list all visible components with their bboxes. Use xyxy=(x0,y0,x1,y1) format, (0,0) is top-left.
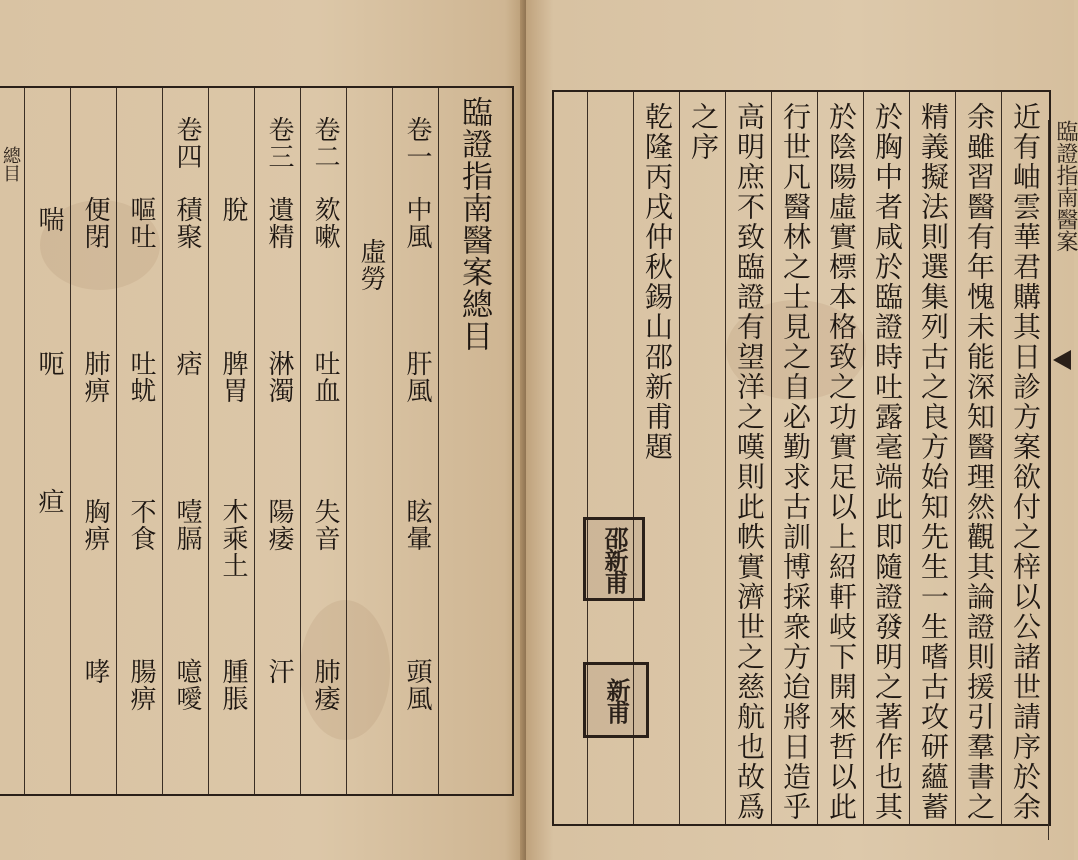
toc-entry: 肺痹 xyxy=(80,350,110,404)
volume-label: 卷四 xyxy=(172,116,202,170)
toc-entry: 中風 xyxy=(402,196,432,250)
toc-entry: 便閉 xyxy=(80,196,110,250)
toc-column-6 xyxy=(116,88,163,794)
preface-column xyxy=(909,92,956,824)
toc-entry: 肝風 xyxy=(402,350,432,404)
toc-entry: 頭風 xyxy=(402,658,432,712)
preface-line: 於陰陽虛實標本格致之功實足以上紹軒岐下開來哲以此 xyxy=(825,102,858,822)
left-fold-marker: 總目 xyxy=(0,146,21,182)
toc-entry: 胸痹 xyxy=(80,498,110,552)
preface-column xyxy=(955,92,1002,824)
seal-column xyxy=(587,92,634,824)
seal-text: 新甫 xyxy=(602,678,631,722)
toc-entry: 脫 xyxy=(218,196,248,223)
toc-entry: 淋濁 xyxy=(264,350,294,404)
toc-title: 臨證指南醫案總目 xyxy=(456,96,492,352)
preface-line: 精義擬法則選集列古之良方始知先生一生嗜古攻研蘊蓄 xyxy=(917,102,950,822)
partial-column xyxy=(0,88,24,794)
toc-entry: 嘔吐 xyxy=(126,196,156,250)
volume-label: 卷一 xyxy=(402,116,432,170)
toc-entry: 喘 xyxy=(34,206,64,233)
toc-column-8 xyxy=(24,88,71,794)
volume-label: 卷三 xyxy=(264,116,294,170)
seal-text: 邵新甫 xyxy=(600,526,629,592)
toc-entry: 虛勞 xyxy=(356,238,386,292)
toc-entry: 欬嗽 xyxy=(310,196,340,250)
preface-column xyxy=(771,92,818,824)
toc-column-1 xyxy=(392,88,439,794)
toc-column-1b xyxy=(346,88,393,794)
preface-line: 余雖習醫有年愧未能深知醫理然觀其論證則援引羣書之 xyxy=(963,102,996,822)
toc-entry: 噫噯 xyxy=(172,658,202,712)
toc-entry: 腸痹 xyxy=(126,658,156,712)
fishtail-mark xyxy=(1053,350,1071,370)
toc-entry: 痞 xyxy=(172,350,202,377)
toc-column-4 xyxy=(208,88,255,794)
toc-entry: 木乘土 xyxy=(218,498,248,579)
toc-entry: 積聚 xyxy=(172,196,202,250)
banxin-title: 臨證指南醫案 xyxy=(1053,120,1078,252)
preface-line: 於胸中者咸於臨證時吐露毫端此即隨證發明之著作也其 xyxy=(871,102,904,822)
preface-line: 近有岫雲華君購其日診方案欲付之梓以公諸世請序於余 xyxy=(1009,102,1042,822)
toc-column-5 xyxy=(162,88,209,794)
toc-entry: 吐蚘 xyxy=(126,350,156,404)
toc-column-7 xyxy=(70,88,117,794)
seal-stamp-lower xyxy=(583,662,649,738)
right-page xyxy=(526,0,1078,860)
toc-entry: 哮 xyxy=(80,658,110,685)
right-page-frame xyxy=(552,90,1051,826)
toc-column-2 xyxy=(300,88,347,794)
preface-column xyxy=(863,92,910,824)
toc-title-column xyxy=(438,88,509,794)
toc-entry: 不食 xyxy=(126,498,156,552)
toc-entry: 失音 xyxy=(310,498,340,552)
preface-line: 高明庶不致臨證有望洋之嘆則此帙實濟世之慈航也故爲 xyxy=(733,102,766,822)
toc-entry: 汗 xyxy=(264,658,294,685)
seal-stamp-upper xyxy=(583,517,645,601)
preface-line: 之序 xyxy=(687,102,720,162)
toc-entry: 肺痿 xyxy=(310,658,340,712)
toc-column-3 xyxy=(254,88,301,794)
volume-label: 卷二 xyxy=(310,116,340,170)
preface-column xyxy=(1001,92,1048,824)
toc-entry: 腫脹 xyxy=(218,658,248,712)
toc-entry: 吐血 xyxy=(310,350,340,404)
toc-entry: 眩暈 xyxy=(402,498,432,552)
left-page-frame xyxy=(0,86,514,796)
toc-entry: 噎膈 xyxy=(172,498,202,552)
toc-entry: 脾胃 xyxy=(218,350,248,404)
toc-entry: 疸 xyxy=(34,488,64,515)
toc-entry: 陽痿 xyxy=(264,498,294,552)
preface-column xyxy=(725,92,772,824)
toc-entry: 呃 xyxy=(34,350,64,377)
left-page xyxy=(0,0,526,860)
banxin-strip xyxy=(1048,120,1078,840)
blank-column xyxy=(554,92,587,824)
preface-line: 行世凡醫林之士見之自必勤求古訓博採衆方迨將日造乎 xyxy=(779,102,812,822)
toc-entry: 遺精 xyxy=(264,196,294,250)
preface-signature: 乾隆丙戌仲秋錫山邵新甫題 xyxy=(641,102,674,462)
preface-column xyxy=(817,92,864,824)
preface-column xyxy=(679,92,726,824)
